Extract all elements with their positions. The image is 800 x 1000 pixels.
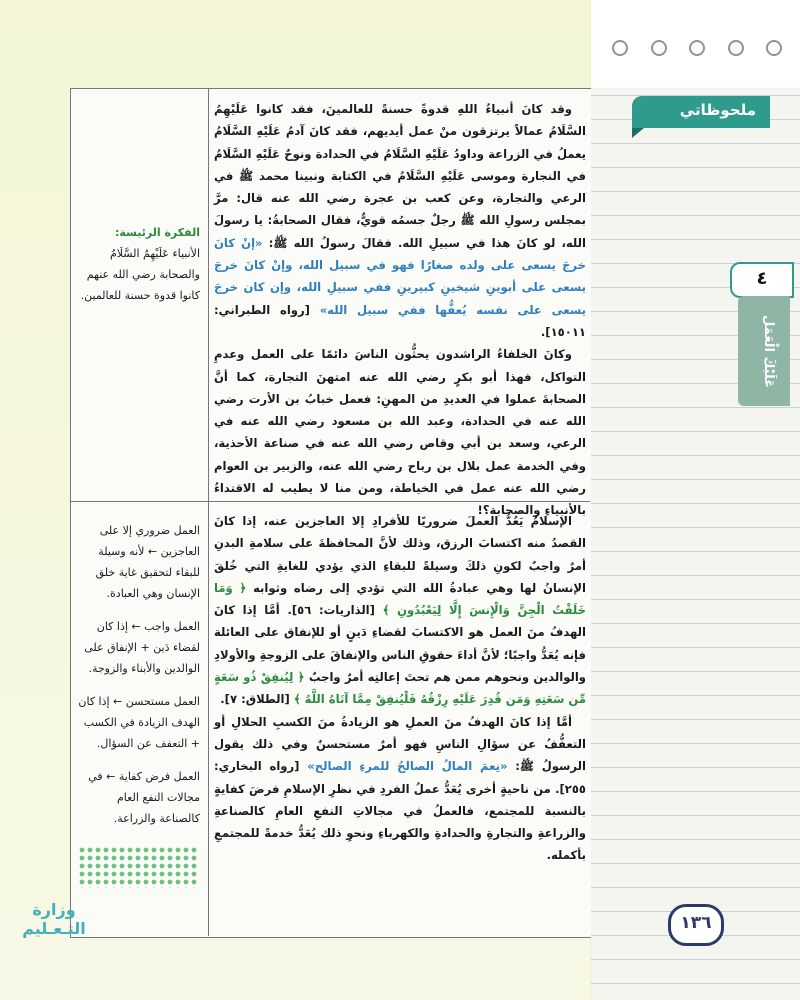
column-divider [208, 88, 209, 936]
section2-paragraph3: أمَّا إذا كانَ الهدفُ منَ العملِ هو الزيادةُ منَ الكسبِ الحلالِ أو التعفُّفُ عن سؤالِ الناسِ فهو أمرٌ مستحسنٌ وفي ذلك يقول الرسولُ ﷺ: [214, 714, 586, 774]
section2-main-text [214, 510, 586, 867]
section2-paragraph1: الإسلامُ يَعُدُّ العملَ ضروريًا للأفرادِ إلا العاجزين عنه، إذا كانَ القصدُ منه اكتسابَ الرزق، وذلك لأنَّ المحافظةَ على سلامةِ البدنِ أمرٌ واجبٌ لكونِ ذلكَ وسيلةً للبقاءِ الذي يؤدي للغايةِ التي خُلقَ الإنسانُ لها وهي عبادةُ الله التي تؤدي إلى رضاه وثوابه [214, 514, 586, 595]
section2-paragraph2: أمَّا إذا كانَ الهدفُ منَ العمل هو الاكتسابَ لقضاءِ دَينٍ أو للإنفاق على العائلة فإنه يُعَدُّ واجبًا؛ لأنَّ أداءَ حقوقِ الناس والإنفاقَ على الزوجةِ والأولادِ والوالدين ونحوهم ممن هم تحتَ إعالتِه أمرٌ واجبٌ [214, 603, 587, 685]
section1-side-note [76, 222, 200, 318]
main-idea-text: الأنبياء عَلَيْهِمُ السَّلَامُ والصحابة رضي الله عنهم كانوا قدوة حسنة للعالمين. [80, 247, 200, 302]
side-note-4: العمل فرض كفاية ← في مجالات النفع العام كالصناعة والزراعة. [88, 770, 200, 825]
section2-side-notes [76, 520, 200, 841]
chapter-number: ٤ [730, 262, 794, 298]
ayah-adh-dhariyat: ﴿ وَمَا خَلَقْتُ الْجِنَّ وَالْإِنسَ إِلَّا لِيَعْبُدُونِ ﴾ [214, 580, 586, 618]
ministry-logo-text: وزارة التـعـليم [22, 900, 86, 938]
ayah2-reference: [الطلاق: ٧]. [220, 692, 290, 707]
section2-paragraph4: من ناحيةٍ أخرى يُعَدُّ عملُ الفردِ في نظرِ الإسلامِ فرضَ كفايةٍ بالنسبة للمجتمع، فالعملُ في مجالاتِ النفعِ العامِ كالصناعةِ والزراعةِ والتجارةِ والحدادةِ والكهرباءِ ونحوِ ذلك يُعَدُّ خدمةً للمجتمعِ بأكمله. [214, 781, 586, 863]
notes-margin [591, 0, 800, 1000]
side-note-3: العمل مستحسن ← إذا كان الهدف الزيادة في الكسب + التعفف عن السؤال. [78, 695, 200, 750]
section1-paragraph2: وكانَ الخلفاءُ الراشدون يحثُّون الناسَ دائمًا على العمل وعدمِ التواكل، فهذا أبو بكرٍ رضي الله عنه امتهنَ التجارة، كما أنَّ الصحابةَ عملوا في العديدِ من المهنِ: فعمل خبابُ بن الأرت رضي الله عنه في الحدادة، وعبد الله بن مسعود رضي الله عنه في الرعي، وسعد بن أبي وقاص رضي الله عنه في صناعة الأحذية، وفي الخدمة عمل بلال بن رباح رضي الله عنه، والزبير بن العوام رضي الله عنه عمل في الخياطة، ومن منا لا يطيب له الاقتداءُ بالأنبياءِ والصحابة؟! [214, 347, 586, 518]
hadith-reference: [رواه الطبراني: ١٥٠١١]. [214, 302, 586, 339]
binder-hole [766, 40, 782, 56]
side-note-2: العمل واجب ← إذا كان لقضاء دَين + الإنفاق على الوالدين والأبناء والزوجة. [84, 620, 200, 675]
binder-hole [728, 40, 744, 56]
side-note-1: العمل ضروري إلا على العاجزين ← لأنه وسيلة للبقاء لتحقيق غاية خلق الإنسان وهي العبادة. [95, 524, 200, 600]
section1-main-text [214, 98, 586, 522]
page-number: ١٣٦ [668, 904, 724, 946]
main-idea-title: الفكرة الرئيسة: [114, 226, 200, 239]
binder-hole [689, 40, 705, 56]
section-tab-label: عَلَيْكَ الْعَمَل [761, 315, 776, 389]
section1-paragraph1: وقد كانَ أنبياءُ اللهِ قدوةً حسنةً للعالمينَ، فقد كانوا عَلَيْهِمُ السَّلَامُ عمالاً يرتزقون منْ عمل أيديهم، فقد كانَ آدمُ عَلَيْهِ السَّلَامُ يعملُ في الزراعة وداودُ عَلَيْهِ السَّلَامُ في الحدادة ونوحٌ عَلَيْهِ السَّلَامُ في النجارة وموسى عَلَيْهِ السَّلَامُ في الكتابة ونبينا محمد ﷺ في الرعي والتجارة، وعن كعب بن عجرة رضي الله عنه قال: مرَّ بمجلس رسولِ الله ﷺ رجلٌ جسمُه قويٌّ، فقال الصحابةُ: يا رسولَ الله، لو كانَ هذا في سبيلِ الله. فقالَ رسولُ الله ﷺ: [214, 102, 586, 250]
ayah1-reference: [الذاريات: ٥٦]. [287, 603, 375, 618]
decorative-dots [78, 846, 198, 888]
hadith-text: «إنْ كانَ خرجَ يسعى على ولده صغارًا فهو في سبيل الله، وإنْ كانَ خرجَ يسعى على أبوينِ شيخينِ كبيرينِ ففي سبيلِ الله، وإن كان خرجَ يسعى على نفسه يُعفُّها ففي سبيل الله» [214, 235, 586, 317]
hadith2-text: «نِعمَ المالُ الصالحُ للمرءِ الصالح» [307, 759, 508, 774]
notes-tab-fold [632, 128, 644, 138]
hadith2-reference: [رواه البخاري: ٢٥٥]. [214, 759, 586, 796]
binder-hole [651, 40, 667, 56]
notes-tab: ملحوظاتي [632, 96, 770, 128]
binder-holes [612, 40, 782, 60]
binder-hole [612, 40, 628, 56]
ayah-at-talaq: ﴿ لِيُنفِقْ ذُو سَعَةٍ مِّن سَعَتِهِ وَمَن قُدِرَ عَلَيْهِ رِزْقُهُ فَلْيُنفِقْ مِمَّا آتَاهُ اللَّهُ ﴾ [214, 670, 586, 707]
